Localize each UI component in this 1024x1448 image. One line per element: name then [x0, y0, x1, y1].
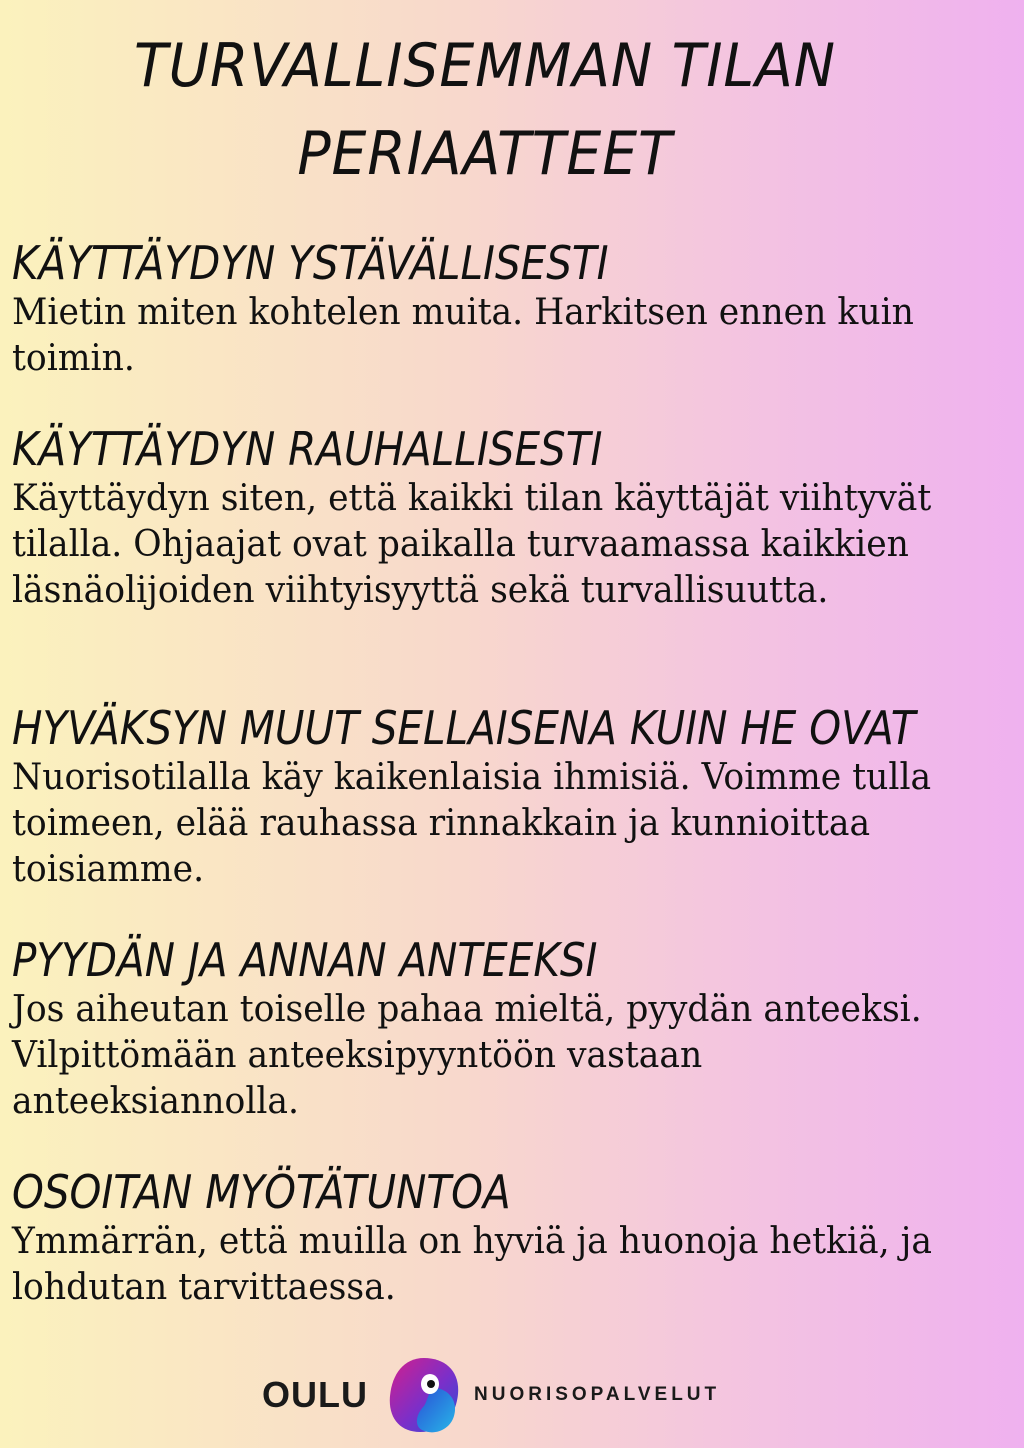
principle-compassion — [12, 1165, 1012, 1311]
unit-wordmark: NUORISOPALVELUT — [474, 1384, 721, 1405]
poster-title — [39, 22, 931, 198]
principle-text: Ymmärrän, että muilla on hyviä ja huonoja hetkiä, ja lohdutan tarvittaessa. — [12, 1221, 932, 1308]
principle-acceptance — [12, 701, 1012, 893]
principle-forgiveness — [12, 933, 1012, 1125]
principle-heading: KÄYTTÄYDYN RAUHALLISESTI — [12, 422, 603, 476]
footer-brand — [262, 1354, 720, 1436]
principle-text: Mietin miten kohtelen muita. Harkitsen ennen kuin toimin. — [12, 292, 914, 379]
principle-heading: OSOITAN MYÖTÄTUNTOA — [12, 1165, 511, 1219]
principle-calm — [12, 422, 1012, 614]
principle-text: Jos aiheutan toiselle pahaa mieltä, pyydän anteeksi. Vilpittömään anteeksipyyntöön vastaan anteeksiannolla. — [12, 989, 922, 1122]
principle-friendly — [12, 236, 1012, 382]
principle-heading: HYVÄKSYN MUUT SELLAISENA KUIN HE OVAT — [12, 701, 916, 755]
principle-heading: PYYDÄN JA ANNAN ANTEEKSI — [12, 933, 598, 987]
principle-heading: KÄYTTÄYDYN YSTÄVÄLLISESTI — [12, 236, 609, 290]
city-wordmark: OULU — [262, 1374, 368, 1415]
principle-text: Nuorisotilalla käy kaikenlaisia ihmisiä. Voimme tulla toimeen, elää rauhassa rinnakkain ja kunnioittaa toisiamme. — [12, 757, 932, 890]
title-line-2: PERIAATTEET — [297, 119, 673, 189]
oulu-eye-logo-icon — [384, 1354, 464, 1436]
title-line-1: TURVALLISEMMAN TILAN — [133, 31, 837, 101]
principle-text: Käyttäydyn siten, että kaikki tilan käyttäjät viihtyvät tilalla. Ohjaajat ovat paikalla turvaamassa kaikkien läsnäolijoiden viihtyisyyttä sekä turvallisuutta. — [12, 478, 932, 611]
